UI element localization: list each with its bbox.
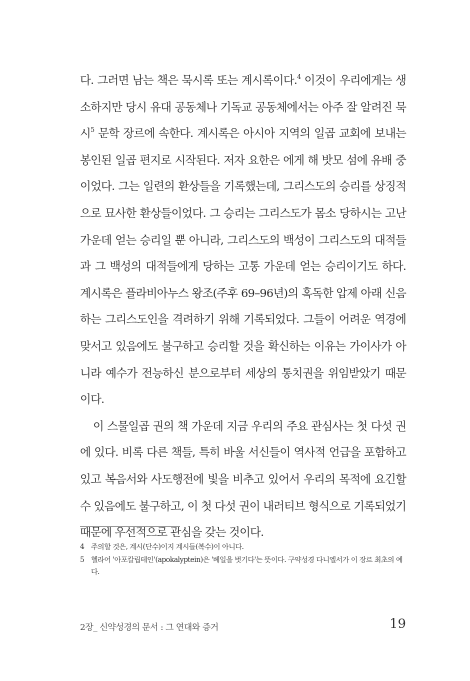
footnote-number: 4 — [80, 542, 85, 551]
main-body-text — [80, 67, 406, 546]
footnotes — [80, 541, 408, 579]
page-number: 19 — [389, 617, 406, 632]
footnote-number: 5 — [80, 554, 85, 564]
footnote-4 — [80, 541, 408, 554]
footnote-text: 헬라어 '아포칼립테인'(apokalyptein)은 '베일을 벗기다'는 뜻이다. 구약성경 다니엘서가 이 장르 최초의 예다. — [91, 554, 403, 576]
paragraph-2: 이 스물일곱 권의 책 가운데 지금 우리의 주요 관심사는 첫 다섯 권에 있다. 비록 다른 책들, 특히 바울 서신들이 역사적 언급을 포함하고 있고 복음서와 사도행전에 빛을 비추고 있어서 우리의 목적에 요긴할 수 있음에도 불구하고, 이 첫 다섯 권이 내러티브 형식으로 기록되었기 때문에 우선적으로 관심을 갖는 것이다. — [80, 418, 406, 540]
paragraph-1-part-b: 이것이 우리에게는 생소하지만 당시 유대 공동체나 기독교 공동체에서는 아주 잘 알려진 묵시 — [80, 73, 406, 141]
paragraph-1 — [80, 67, 406, 413]
footnote-5 — [80, 554, 408, 579]
running-footer: 2장_ 신약성경의 문서 : 그 연대와 증거 — [80, 623, 219, 633]
footnote-ref-5[interactable]: 5 — [90, 126, 95, 135]
paragraph-1-part-a: 다. 그러면 남는 책은 묵시록 또는 계시록이다. — [80, 73, 297, 87]
paragraph-1-part-c: 문학 장르에 속한다. 계시록은 아시아 지역의 일곱 교회에 보내는 봉인된 일곱 편지로 시작된다. 저자 요한은 에게 해 밧모 섬에 유배 중이었다. 그는 일련의 환상들을 기록했는데, 그리스도의 승리를 상징적으로 묘사한 환상들이었다. 그 승리는 그리스도가 몸소 당하시는 고난 가운데 얻는 승리일 뿐 아니라, 그리스도의 백성이 그리스도의 대적들과 그 백성의 대적들에게 당하는 고통 가운데 얻는 승리이기도 하다. 계시록은 플라비아누스 왕조(주후 69–96년)의 혹독한 압제 아래 신음하는 그리스도인을 격려하기 위해 기록되었다. 그들이 어려운 역경에 맞서고 있음에도 불구하고 승리할 것을 확신하는 이유는 가이사가 아니라 예수가 전능하신 분으로부터 세상의 통치권을 위임받았기 때문이다. — [80, 126, 406, 407]
footnote-text: 주의할 것은, 계시(단수)이지 계시들(복수)이 아니다. — [91, 542, 244, 551]
footnote-divider — [80, 526, 180, 527]
footnote-ref-4[interactable]: 4 — [296, 73, 301, 82]
